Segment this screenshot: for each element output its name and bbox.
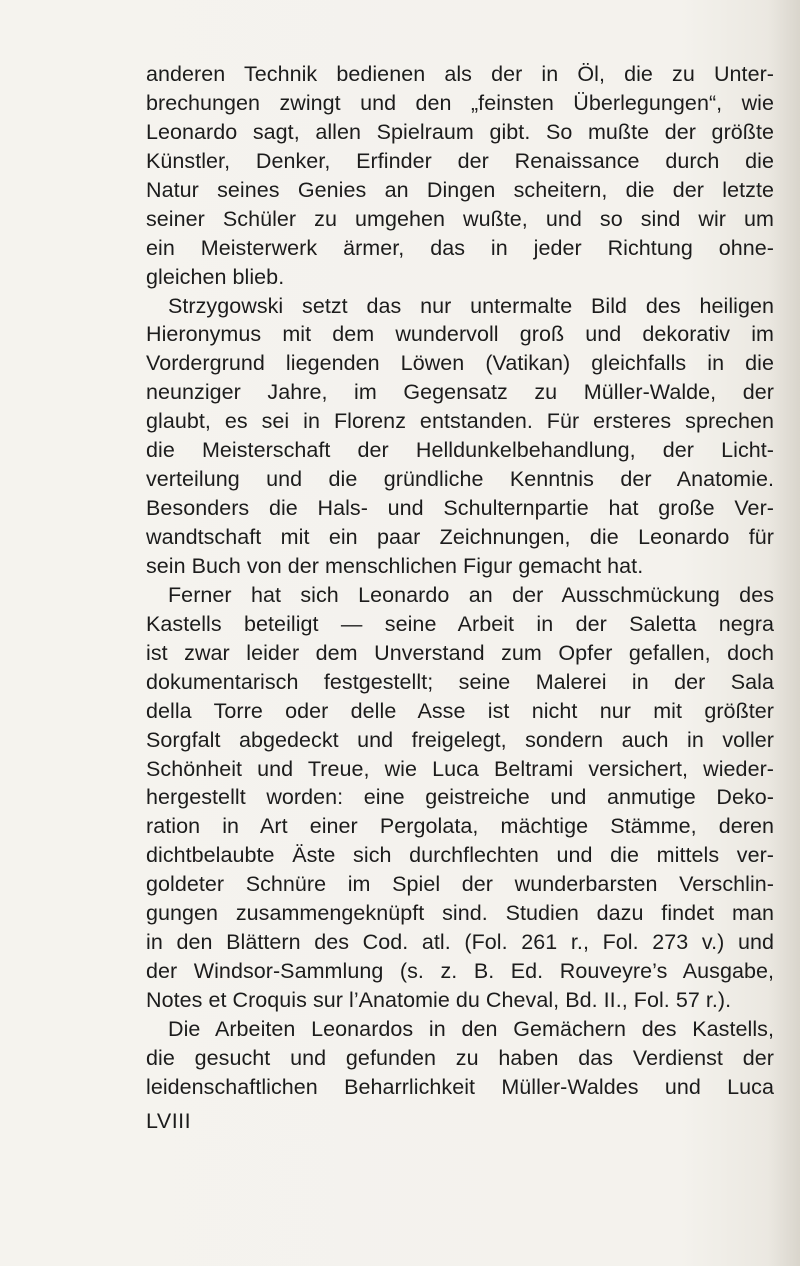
paragraph-end-line: Notes et Croquis sur l’Anatomie du Cheval, Bd. II., Fol. 57 r.). bbox=[146, 988, 732, 1012]
paragraph-start-line: Die Arbeiten Leonardos in den Gemächern des Kastells, bbox=[168, 1016, 774, 1041]
text-line: anderen Technik bedienen als der in Öl, die zu Unter- bbox=[146, 62, 774, 86]
text-line: dokumentarisch festgestellt; seine Malerei in der Sala bbox=[146, 669, 774, 694]
text-line: seiner Schüler zu umgehen wußte, und so sind wir um bbox=[146, 206, 774, 231]
text-line: ein Meisterwerk ärmer, das in jeder Richtung ohne- bbox=[146, 235, 774, 260]
text-line: Leonardo sagt, allen Spielraum gibt. So mußte der größte bbox=[146, 119, 774, 144]
paragraph-start-line: Strzygowski setzt das nur untermalte Bild des heiligen bbox=[168, 293, 774, 318]
text-line: hergestellt worden: eine geistreiche und anmutige Deko- bbox=[146, 785, 774, 810]
paragraph-end-line: sein Buch von der menschlichen Figur gemacht hat. bbox=[146, 553, 644, 578]
text-line: della Torre oder delle Asse ist nicht nur mit größter bbox=[146, 698, 774, 723]
body-text bbox=[146, 60, 774, 1102]
text-line: Künstler, Denker, Erfinder der Renaissance durch die bbox=[146, 148, 774, 173]
text-line: goldeter Schnüre im Spiel der wunderbarsten Verschlin- bbox=[146, 872, 774, 897]
text-line: Vordergrund liegenden Löwen (Vatikan) gleichfalls in die bbox=[146, 351, 774, 376]
text-line: Schönheit und Treue, wie Luca Beltrami versichert, wieder- bbox=[146, 756, 774, 781]
text-line: leidenschaftlichen Beharrlichkeit Müller-Waldes und Luca bbox=[146, 1074, 774, 1099]
text-line: Natur seines Genies an Dingen scheitern, die der letzte bbox=[146, 177, 774, 202]
text-line: neunziger Jahre, im Gegensatz zu Müller-Walde, der bbox=[146, 380, 774, 405]
text-line: die gesucht und gefunden zu haben das Verdienst der bbox=[146, 1045, 774, 1070]
text-line: Hieronymus mit dem wundervoll groß und dekorativ im bbox=[146, 322, 774, 347]
text-line: die Meisterschaft der Helldunkelbehandlung, der Licht- bbox=[146, 438, 774, 463]
text-line: in den Blättern des Cod. atl. (Fol. 261 r., Fol. 273 v.) und bbox=[146, 930, 774, 955]
text-line: ration in Art einer Pergolata, mächtige Stämme, deren bbox=[146, 814, 774, 839]
text-line: brechungen zwingt und den „feinsten Überlegungen“, wie bbox=[146, 90, 774, 115]
text-line: Sorgfalt abgedeckt und freigelegt, sondern auch in voller bbox=[146, 727, 774, 752]
text-line: wandtschaft mit ein paar Zeichnungen, die Leonardo für bbox=[146, 525, 774, 549]
text-line: Besonders die Hals- und Schulternpartie hat große Ver- bbox=[146, 496, 774, 521]
text-line: dichtbelaubte Äste sich durchflechten und die mittels ver- bbox=[146, 843, 774, 868]
text-line: der Windsor-Sammlung (s. z. B. Ed. Rouveyre’s Ausgabe, bbox=[146, 959, 774, 984]
text-line: verteilung und die gründliche Kenntnis der Anatomie. bbox=[146, 467, 774, 492]
paragraph-end-line: gleichen blieb. bbox=[146, 264, 285, 289]
paragraph-start-line: Ferner hat sich Leonardo an der Ausschmückung des bbox=[168, 582, 774, 607]
text-line: ist zwar leider dem Unverstand zum Opfer gefallen, doch bbox=[146, 640, 774, 665]
text-line: glaubt, es sei in Florenz entstanden. Für ersteres sprechen bbox=[146, 409, 774, 434]
page-number: LVIII bbox=[146, 1109, 192, 1133]
text-line: Kastells beteiligt — seine Arbeit in der Saletta negra bbox=[146, 611, 774, 636]
text-line: gungen zusammengeknüpft sind. Studien dazu findet man bbox=[146, 901, 774, 926]
